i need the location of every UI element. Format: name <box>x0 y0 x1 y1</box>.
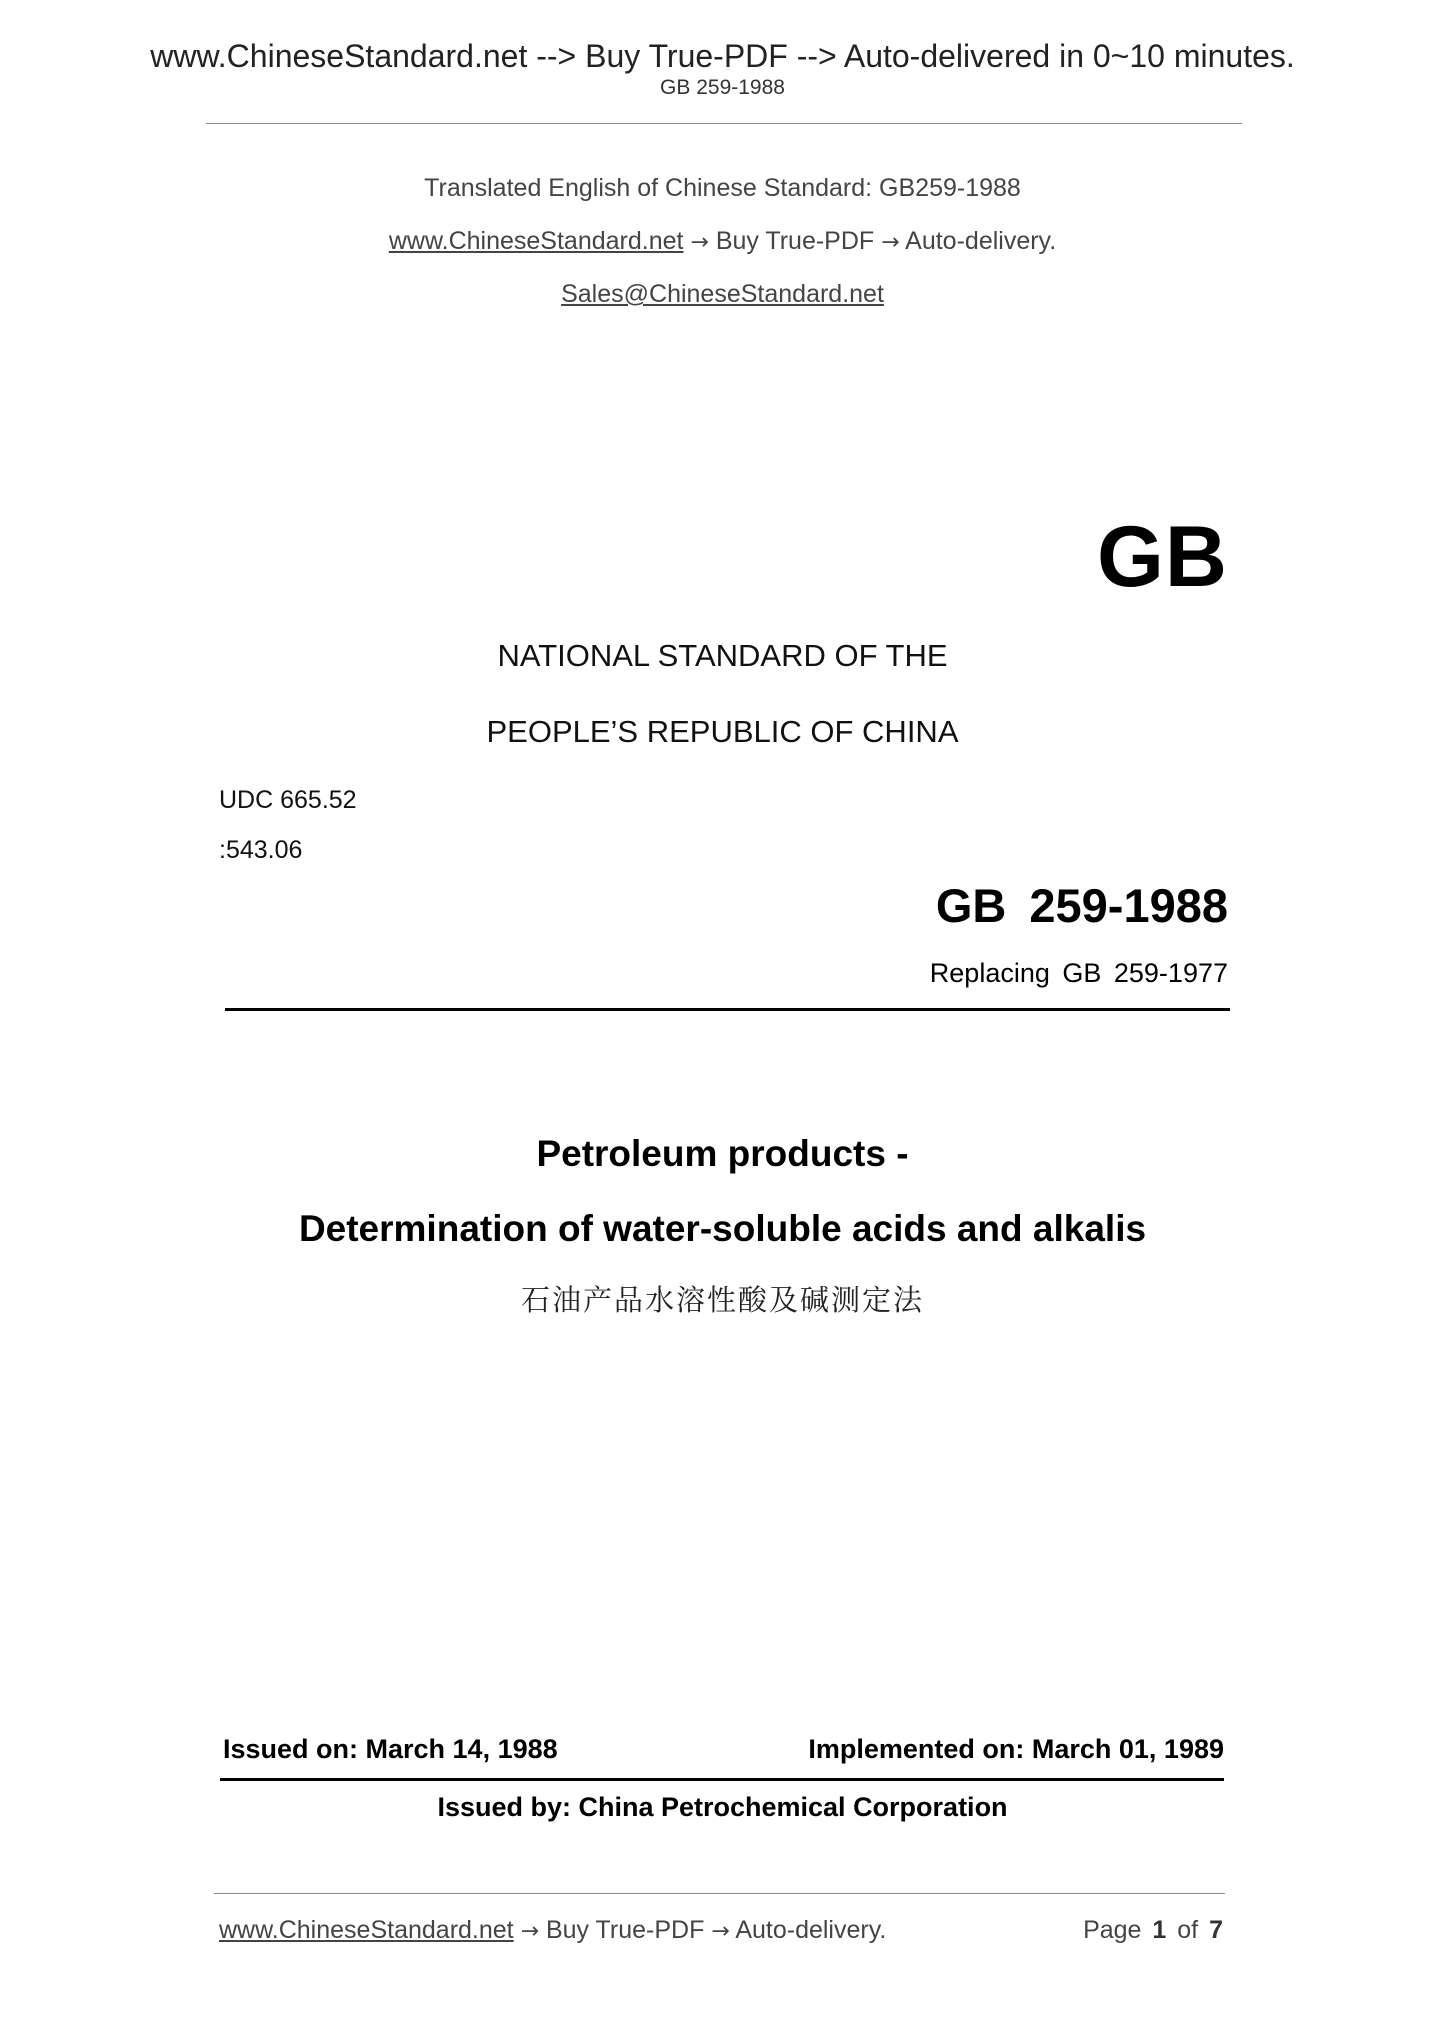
auto-delivery-text: Auto-delivery. <box>905 227 1057 255</box>
page-indicator <box>1083 1916 1223 1945</box>
document-title-chinese: 石油产品水溶性酸及碱测定法 <box>520 1283 924 1317</box>
top-banner: www.ChineseStandard.net --> Buy True-PDF --> Auto-delivered in 0~10 minutes. <box>150 38 1295 74</box>
arrow-right-icon: → <box>711 1919 730 1944</box>
translated-note: Translated English of Chinese Standard: GB259-1988 <box>424 174 1021 202</box>
footer-delivery-text: Auto-delivery. <box>735 1916 887 1944</box>
arrow-right-icon: → <box>690 230 709 255</box>
arrow-right-icon: → <box>520 1919 540 1944</box>
footer-links <box>219 1916 886 1945</box>
footer-buy-text: Buy True-PDF <box>545 1916 705 1944</box>
page-total: 7 <box>1209 1916 1223 1944</box>
replacing-note: Replacing GB 259-1977 <box>929 958 1228 988</box>
document-title-line1: Petroleum products - <box>536 1133 909 1174</box>
title-divider <box>225 1008 1230 1011</box>
issued-on-date: Issued on: March 14, 1988 <box>223 1734 558 1764</box>
header-divider <box>206 123 1242 124</box>
country-heading: PEOPLE’S REPUBLIC OF CHINA <box>486 714 959 749</box>
standard-number: GB 259-1988 <box>935 879 1228 932</box>
issue-divider <box>220 1778 1224 1781</box>
page-of-label: of <box>1177 1916 1199 1944</box>
delivery-links-line <box>0 227 1445 256</box>
header-doc-number: GB 259-1988 <box>660 76 785 99</box>
national-standard-heading: NATIONAL STANDARD OF THE <box>497 638 948 673</box>
footer-divider <box>214 1893 1225 1894</box>
sales-email-line <box>0 280 1445 309</box>
arrow-right-icon: → <box>881 230 900 255</box>
site-link[interactable]: www.ChineseStandard.net <box>388 227 684 255</box>
page-current: 1 <box>1152 1916 1167 1944</box>
buy-pdf-text: Buy True-PDF <box>715 227 875 255</box>
footer-site-link[interactable]: www.ChineseStandard.net <box>219 1916 514 1944</box>
gb-logo: GB <box>1097 509 1228 605</box>
udc-code: UDC 665.52 <box>219 786 357 814</box>
implemented-on-date: Implemented on: March 01, 1989 <box>808 1734 1224 1764</box>
page-label: Page <box>1083 1916 1142 1944</box>
sales-email-link[interactable]: Sales@ChineseStandard.net <box>561 280 884 308</box>
issued-by: Issued by: China Petrochemical Corporation <box>437 1792 1008 1822</box>
document-title-line2: Determination of water-soluble acids and alkalis <box>298 1208 1147 1249</box>
udc-subcode: :543.06 <box>219 836 303 864</box>
